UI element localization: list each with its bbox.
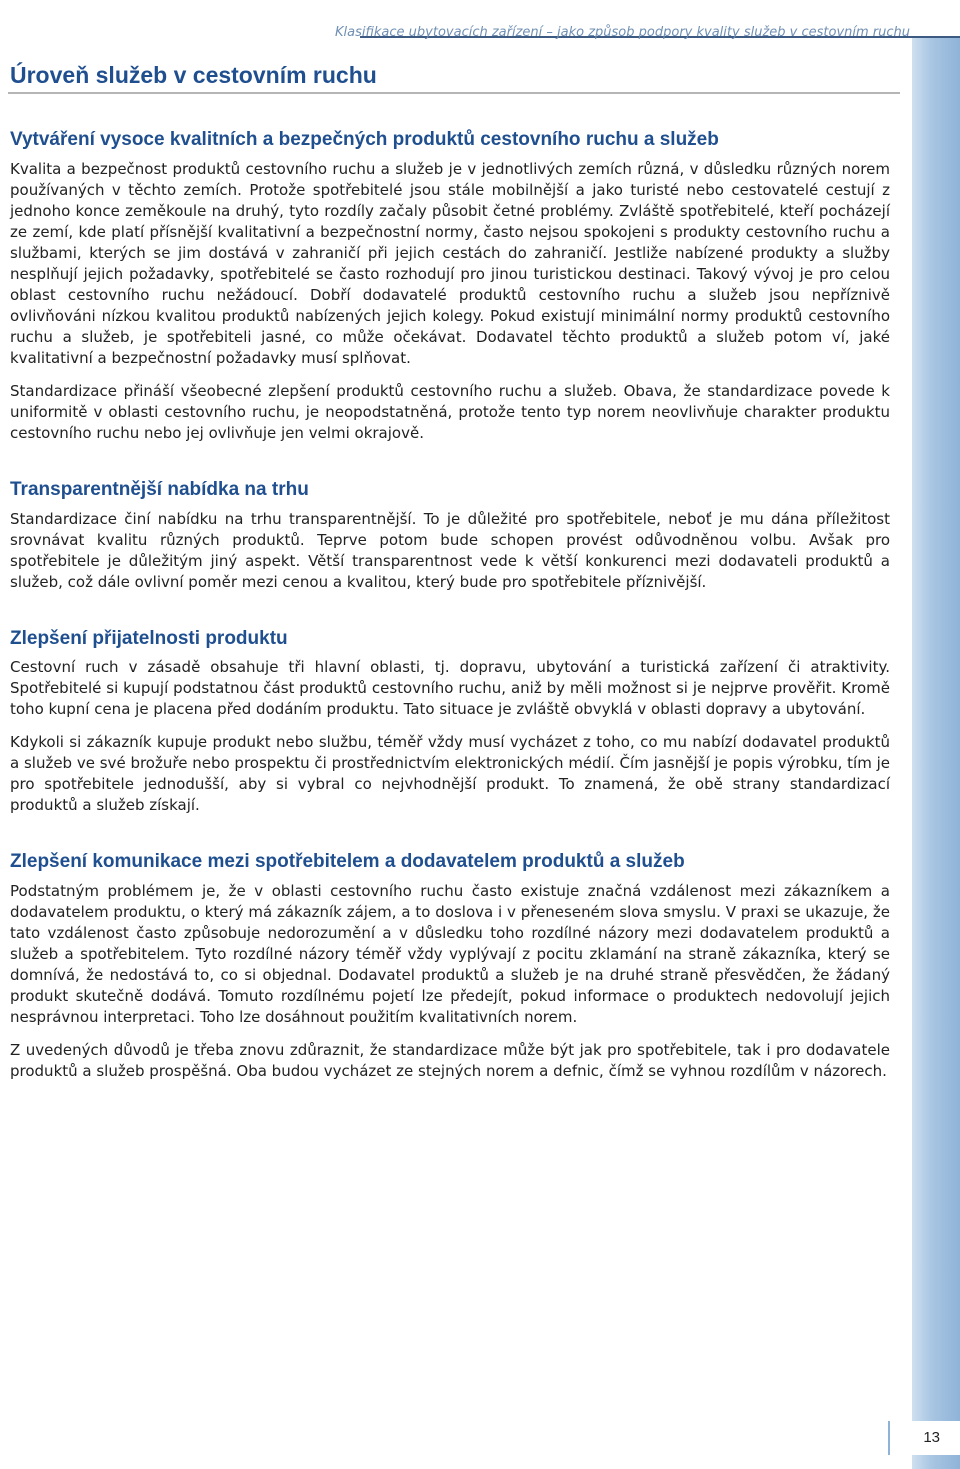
section-heading: Zlepšení komunikace mezi spotřebitelem a dodavatelem produktů a služeb xyxy=(10,851,685,873)
paragraph: Cestovní ruch v zásadě obsahuje tři hlavní oblasti, tj. dopravu, ubytování a turistická zařízení či atraktivity. Spotřebitelé si kupují podstatnou část produktů cestovního ruchu, aniž by měli možnost si je nejprve prověřit. Kromě toho kupní cena je placena před dodáním produktu. Tato situace je zvláště obvyklá v oblasti dopravy a ubytování. xyxy=(10,658,890,719)
running-header: Klasifikace ubytovacích zařízení – jako způsob podpory kvality služeb v cestovním ruchu xyxy=(335,25,910,40)
decorative-side-band xyxy=(912,36,960,1469)
page-number-box xyxy=(888,1421,960,1455)
page-number: 13 xyxy=(923,1429,940,1446)
paragraph: Podstatným problémem je, že v oblasti cestovního ruchu často existuje značná vzdálenost mezi zákazníkem a dodavatelem produktu, o který má zákazník zájem, a to doslova i v přeneseném slova smyslu. V praxi se ukazuje, že tato vzdálenost často způsobuje nedorozumění a v důsledku toho rozdílné názory mezi dodavatelem produktů a služeb a spotřebitelem. Tyto rozdílné názory téměř vždy vyplývají z pocitu zklamání na straně zákazníka, který se domnívá, že nedostává to, co si objednal. Dodavatel produktů a služeb je na druhé straně přesvědčen, že žádaný produkt skutečně dodává. Tomuto rozdílnému pojetí lze předejít, pokud informace o produktech nedovolují jejich nesprávnou interpretaci. Toho lze dosáhnout použitím kvalitativních norem. xyxy=(10,882,890,1026)
section-heading: Zlepšení přijatelnosti produktu xyxy=(10,627,288,649)
section-quality-safety xyxy=(10,128,890,444)
main-content xyxy=(10,128,890,1094)
paragraph: Z uvedených důvodů je třeba znovu zdůraznit, že standardizace může být jak pro spotřebitele, tak i pro dodavatele produktů a služeb prospěšná. Oba budou vycházet ze stejných norem a defnic, čímž se vyhnou rozdílům v názorech. xyxy=(10,1041,890,1080)
paragraph: Kvalita a bezpečnost produktů cestovního ruchu a služeb je v jednotlivých zemích různá, v důsledku různých norem používaných v těchto zemích. Protože spotřebitelé jsou stále mobilnější a jako turisté nebo cestovatelé cestují z jednoho konce zeměkoule na druhý, tyto rozdíly začaly působit četné problémy. Zvláště spotřebitelé, kteří pocházejí ze zemí, kde platí přísnější kvalitativní a bezpečnostní normy, často nejsou spokojeni s produkty cestovního ruchu a službami, kterých se jim dostává v zahraničí při jejich cestách do zahraničí. Jestliže nabízené produkty a služby nesplňují jejich požadavky, spotřebitelé se často rozhodují pro jinou turistickou destinaci. Takový vývoj je pro celou oblast cestovního ruchu nežádoucí. Dobří dodavatelé produktů cestovního ruchu a služeb jsou nepříznivě ovlivňováni nízkou kvalitou produktů nabízených jejich kolegy. Pokud existují minimální normy produktů cestovního ruchu a služeb, je spotřebiteli jasné, co může očekávat. Dodavatel těchto produktů a služeb potom ví, jaké kvalitativní a bezpečnostní požadavky musí splňovat. xyxy=(10,159,890,367)
paragraph: Standardizace činí nabídku na trhu transparentnější. To je důležité pro spotřebitele, neboť je mu dána příležitost srovnávat kvalitu různých produktů. Teprve potom bude schopen provést odůvodněnou volbu. Avšak pro spotřebitele je důležitým jiný aspekt. Větší transparentnost vede k větší konkurenci mezi dodavateli produktů a služeb, což dále ovlivní poměr mezi cenou a kvalitou, který bude pro spotřebitele příznivější. xyxy=(10,509,890,591)
section-market-transparency xyxy=(10,478,890,593)
page-title: Úroveň služeb v cestovním ruchu xyxy=(10,62,377,88)
section-product-acceptance xyxy=(10,627,890,817)
title-divider xyxy=(8,92,900,94)
section-communication xyxy=(10,850,890,1082)
section-heading: Vytváření vysoce kvalitních a bezpečných produktů cestovního ruchu a služeb xyxy=(10,129,719,150)
paragraph: Standardizace přináší všeobecné zlepšení produktů cestovního ruchu a služeb. Obava, že standardizace povede k uniformitě v oblasti cestovního ruchu, je neopodstatněná, protože tento typ norem neovlivňuje charakter produktu cestovního ruchu nebo jej ovlivňuje jen velmi okrajově. xyxy=(10,381,890,442)
paragraph: Kdykoli si zákazník kupuje produkt nebo službu, téměř vždy musí vycházet z toho, co mu nabízí dodavatel produktů a služeb ve své brožuře nebo prospektu či prostřednictvím elektronických médií. Čím jasnější je popis výrobku, tím je pro spotřebitele jednodušší, aby si vybral co nejvhodnější produkt. To znamená, že obě strany standardizací produktů a služeb získají. xyxy=(10,733,890,815)
section-heading: Transparentnější nabídka na trhu xyxy=(10,478,309,500)
